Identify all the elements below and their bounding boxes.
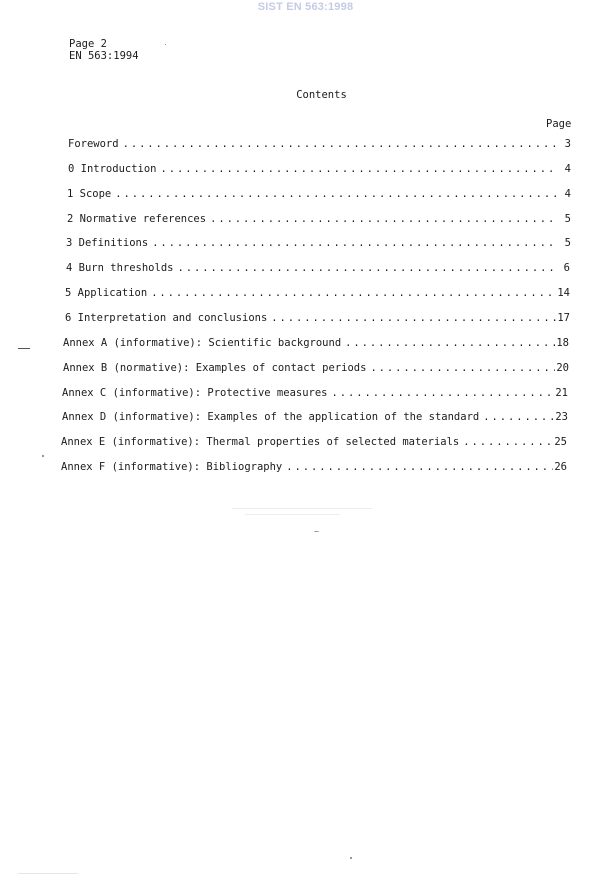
toc-entry-definitions[interactable] [66, 236, 571, 250]
toc-leader-dots [267, 311, 556, 325]
toc-entry-label: Annex A (informative): Scientific background [63, 337, 342, 349]
toc-entry-annex-d[interactable] [62, 410, 568, 424]
toc-entry-label: Annex E (informative): Thermal properties of selected materials [61, 436, 460, 448]
toc-entry-page: 4 [564, 188, 571, 200]
toc-entry-page: 20 [556, 362, 569, 374]
toc-leader-dots [328, 386, 554, 400]
toc-leader-dots [148, 236, 557, 250]
toc-leader-dots [173, 261, 556, 275]
toc-entry-label: 6 Interpretation and conclusions [65, 312, 268, 324]
toc-entry-annex-a[interactable] [63, 336, 569, 350]
toc-entry-label: 4 Burn thresholds [66, 262, 174, 274]
toc-leader-dots [119, 137, 557, 151]
scan-speck [314, 531, 319, 532]
toc-entry-annex-e[interactable] [61, 435, 567, 449]
toc-entry-label: Foreword [68, 138, 119, 150]
toc-entry-label: Annex D (informative): Examples of the application of the standard [62, 411, 480, 423]
toc-entry-page: 23 [555, 411, 568, 423]
toc-entry-scope[interactable] [67, 187, 571, 201]
toc-entry-normative-references[interactable] [67, 212, 571, 226]
toc-entry-foreword[interactable] [68, 137, 571, 151]
document-watermark: SIST EN 563:1998 [257, 1, 354, 13]
toc-entry-page: 21 [555, 387, 568, 399]
scan-mark [18, 348, 30, 349]
toc-entry-page: 6 [563, 262, 570, 274]
toc-leader-dots [459, 435, 553, 449]
toc-entry-label: 3 Definitions [66, 237, 149, 249]
contents-heading: Contents [296, 89, 347, 101]
toc-leader-dots [206, 212, 557, 226]
scan-speck [165, 44, 166, 45]
toc-entry-page: 17 [557, 312, 570, 324]
toc-entry-annex-c[interactable] [62, 386, 568, 400]
toc-entry-page: 5 [564, 237, 571, 249]
toc-entry-label: Annex B (normative): Examples of contact periods [63, 362, 367, 374]
toc-entry-annex-f[interactable] [61, 460, 567, 474]
toc-entry-page: 25 [554, 436, 567, 448]
toc-entry-label: 1 Scope [67, 188, 112, 200]
toc-leader-dots [366, 361, 555, 375]
toc-entry-introduction[interactable] [68, 162, 571, 176]
toc-entry-interpretation[interactable] [65, 311, 570, 325]
page-number-header: Page 2 [69, 38, 107, 50]
toc-leader-dots [147, 286, 556, 300]
toc-entry-burn-thresholds[interactable] [66, 261, 570, 275]
toc-leader-dots [479, 410, 554, 424]
toc-entry-annex-b[interactable] [63, 361, 569, 375]
toc-entry-label: Annex C (informative): Protective measures [62, 387, 328, 399]
standard-identifier: EN 563:1994 [69, 50, 139, 62]
toc-entry-page: 3 [564, 138, 571, 150]
page-column-heading: Page [546, 118, 572, 130]
scan-mark [232, 508, 372, 509]
scan-mark [245, 514, 340, 515]
toc-leader-dots [341, 336, 555, 350]
toc-entry-label: 0 Introduction [68, 163, 157, 175]
toc-leader-dots [157, 162, 557, 176]
toc-entry-page: 18 [556, 337, 569, 349]
scan-speck [350, 857, 352, 859]
scan-speck [42, 455, 44, 457]
toc-entry-page: 14 [557, 287, 570, 299]
toc-entry-application[interactable] [65, 286, 570, 300]
toc-entry-page: 4 [564, 163, 571, 175]
toc-entry-label: 5 Application [65, 287, 148, 299]
toc-leader-dots [111, 187, 557, 201]
toc-entry-page: 26 [554, 461, 567, 473]
scan-mark [18, 873, 78, 874]
toc-entry-label: 2 Normative references [67, 213, 207, 225]
toc-leader-dots [282, 460, 553, 474]
toc-entry-page: 5 [564, 213, 571, 225]
toc-entry-label: Annex F (informative): Bibliography [61, 461, 283, 473]
